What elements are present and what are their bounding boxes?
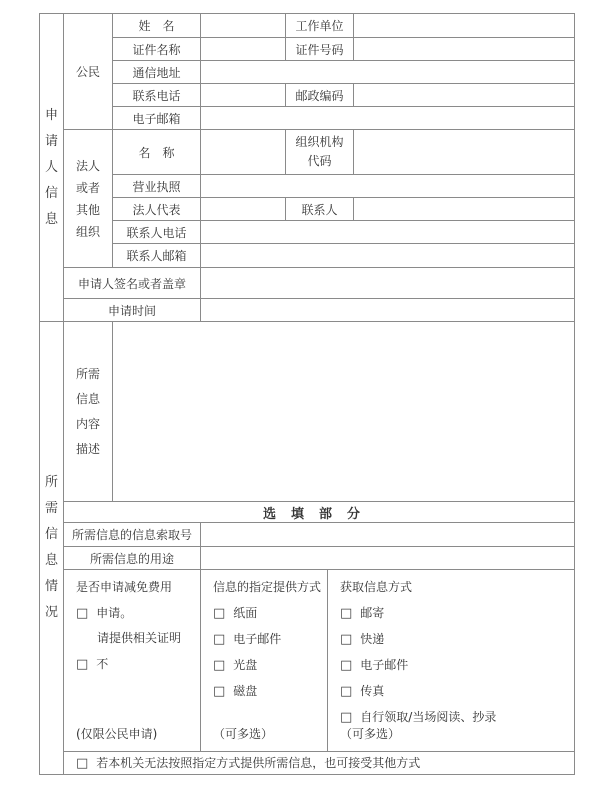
obtain-method-cell bbox=[328, 570, 575, 752]
purpose-label: 所需信息的用途 bbox=[64, 547, 201, 570]
provide-method-cell bbox=[201, 570, 328, 752]
provide-method-option-label: 磁盘 bbox=[233, 684, 258, 698]
obtain-method-option-pickup[interactable] bbox=[340, 709, 570, 725]
phone-input-cell[interactable] bbox=[201, 84, 286, 107]
signature-input-cell[interactable] bbox=[201, 268, 575, 299]
obtain-method-option-label: 自行领取/当场阅读、抄录 bbox=[360, 710, 497, 724]
fee-waiver-option-no[interactable] bbox=[76, 656, 196, 672]
obtain-method-option-express[interactable] bbox=[340, 631, 570, 647]
provide-method-option-label: 光盘 bbox=[233, 658, 258, 672]
name-input-cell[interactable] bbox=[201, 14, 286, 38]
legal-rep-label: 法人代表 bbox=[113, 198, 201, 221]
contact-label: 联系人 bbox=[286, 198, 354, 221]
contact-phone-label: 联系人电话 bbox=[113, 221, 201, 244]
optional-part-header: 选填部分 bbox=[64, 502, 575, 523]
provide-method-option-cd[interactable] bbox=[213, 657, 323, 673]
fee-waiver-block bbox=[64, 570, 200, 750]
email-input-cell[interactable] bbox=[201, 107, 575, 130]
license-label: 营业执照 bbox=[113, 175, 201, 198]
checkbox-icon[interactable]: □ bbox=[213, 657, 226, 673]
work-unit-input-cell[interactable] bbox=[354, 14, 575, 38]
fee-waiver-title: 是否申请减免费用 bbox=[76, 580, 173, 594]
contact-phone-input-cell[interactable] bbox=[201, 221, 575, 244]
provide-method-footnote: （可多选） bbox=[213, 727, 274, 741]
index-no-label: 所需信息的信息索取号 bbox=[64, 523, 201, 547]
obtain-method-footnote: （可多选） bbox=[340, 727, 401, 741]
checkbox-icon[interactable]: □ bbox=[340, 657, 353, 673]
provide-method-option-label: 电子邮件 bbox=[233, 632, 282, 646]
checkbox-icon[interactable]: □ bbox=[340, 709, 353, 725]
content-desc-label bbox=[64, 322, 113, 502]
address-input-cell[interactable] bbox=[201, 61, 575, 84]
obtain-method-option-label: 传真 bbox=[360, 684, 385, 698]
checkbox-icon[interactable]: □ bbox=[213, 631, 226, 647]
contact-email-input-cell[interactable] bbox=[201, 244, 575, 268]
other-method-note-label: 若本机关无法按照指定方式提供所需信息，也可接受其他方式 bbox=[96, 756, 421, 770]
section-label-applicant-info bbox=[40, 14, 64, 322]
obtain-method-option-label: 邮寄 bbox=[360, 606, 385, 620]
fee-waiver-option-apply-label: 申请。 bbox=[96, 606, 133, 620]
org-code-input-cell[interactable] bbox=[354, 130, 575, 175]
org-name-input-cell[interactable] bbox=[201, 130, 286, 175]
obtain-method-option-email[interactable] bbox=[340, 657, 570, 673]
postcode-input-cell[interactable] bbox=[354, 84, 575, 107]
section-label-applicant-info-text: 申请人信息 bbox=[44, 107, 58, 227]
checkbox-icon[interactable]: □ bbox=[340, 605, 353, 621]
address-label: 通信地址 bbox=[113, 61, 201, 84]
fee-waiver-cell bbox=[64, 570, 201, 752]
other-method-note-cell bbox=[64, 752, 575, 775]
license-input-cell[interactable] bbox=[201, 175, 575, 198]
other-method-option[interactable] bbox=[64, 755, 574, 771]
checkbox-icon[interactable]: □ bbox=[340, 683, 353, 699]
index-no-input-cell[interactable] bbox=[201, 523, 575, 547]
phone-label: 联系电话 bbox=[113, 84, 201, 107]
section-label-required-info-text: 所需信息情况 bbox=[44, 475, 58, 620]
cert-no-input-cell[interactable] bbox=[354, 38, 575, 61]
org-code-label-text: 组织机构代码 bbox=[295, 135, 344, 168]
email-label: 电子邮箱 bbox=[113, 107, 201, 130]
cert-no-label: 证件号码 bbox=[286, 38, 354, 61]
purpose-input-cell[interactable] bbox=[201, 547, 575, 570]
legal-rep-input-cell[interactable] bbox=[201, 198, 286, 221]
checkbox-icon[interactable]: □ bbox=[213, 683, 226, 699]
obtain-method-option-fax[interactable] bbox=[340, 683, 570, 699]
signature-label: 申请人签名或者盖章 bbox=[64, 268, 201, 299]
fee-waiver-option-no-label: 不 bbox=[96, 657, 109, 671]
contact-input-cell[interactable] bbox=[354, 198, 575, 221]
apply-time-label: 申请时间 bbox=[64, 299, 201, 322]
application-form-table bbox=[39, 13, 575, 775]
provide-method-option-email[interactable] bbox=[213, 631, 323, 647]
checkbox-icon[interactable]: □ bbox=[340, 631, 353, 647]
checkbox-icon[interactable]: □ bbox=[76, 656, 89, 672]
content-desc-label-text: 所需信息内容描述 bbox=[75, 366, 100, 456]
group-label-citizen bbox=[64, 14, 113, 130]
group-label-organization bbox=[64, 130, 113, 268]
org-name-label: 名 称 bbox=[113, 130, 201, 175]
fee-waiver-footnote: (仅限公民申请) bbox=[76, 727, 158, 741]
section-label-required-info bbox=[40, 322, 64, 775]
contact-email-label: 联系人邮箱 bbox=[113, 244, 201, 268]
content-desc-input-cell[interactable] bbox=[113, 322, 575, 502]
work-unit-label: 工作单位 bbox=[286, 14, 354, 38]
name-label: 姓 名 bbox=[113, 14, 201, 38]
obtain-method-block bbox=[328, 570, 574, 750]
group-label-organization-text: 法人或者其他组织 bbox=[75, 158, 100, 239]
apply-time-input-cell[interactable] bbox=[201, 299, 575, 322]
provide-method-option-paper[interactable] bbox=[213, 605, 323, 621]
fee-waiver-option-apply[interactable] bbox=[76, 605, 196, 621]
obtain-method-option-label: 电子邮件 bbox=[360, 658, 409, 672]
fee-waiver-apply-note: 请提供相关证明 bbox=[97, 631, 182, 645]
provide-method-option-disk[interactable] bbox=[213, 683, 323, 699]
postcode-label: 邮政编码 bbox=[286, 84, 354, 107]
provide-method-title: 信息的指定提供方式 bbox=[213, 580, 322, 594]
checkbox-icon[interactable]: □ bbox=[76, 605, 89, 621]
cert-name-label: 证件名称 bbox=[113, 38, 201, 61]
org-code-label bbox=[286, 130, 354, 175]
obtain-method-option-mail[interactable] bbox=[340, 605, 570, 621]
cert-name-input-cell[interactable] bbox=[201, 38, 286, 61]
obtain-method-title: 获取信息方式 bbox=[340, 580, 413, 594]
group-label-citizen-text: 公民 bbox=[75, 64, 100, 79]
obtain-method-option-label: 快递 bbox=[360, 632, 385, 646]
provide-method-option-label: 纸面 bbox=[233, 606, 258, 620]
provide-method-block bbox=[201, 570, 327, 750]
checkbox-icon[interactable]: □ bbox=[213, 605, 226, 621]
checkbox-icon[interactable]: □ bbox=[76, 755, 89, 771]
